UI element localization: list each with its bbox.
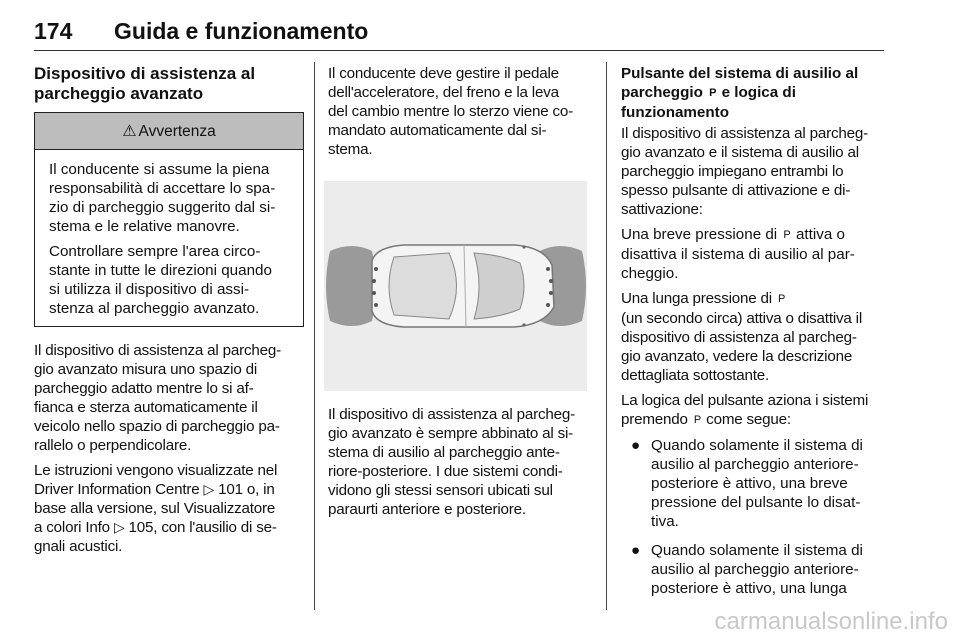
page-header <box>34 18 884 52</box>
header-rule <box>34 50 884 51</box>
body-paragraph-5: Il dispositivo di assistenza al parcheg- gio avanzato e il sistema di ausilio al parcheggio impiegano entrambi lo spesso pulsante di attivazione e di- sattivazione: <box>621 125 868 218</box>
park-assist-button-icon: P <box>709 87 716 99</box>
park-assist-button-icon: P <box>693 414 701 426</box>
park-assist-button-icon: P <box>777 293 785 305</box>
body-paragraph-6: Una breve pressione di P attiva o disattiva il sistema di ausilio al par- cheggio. <box>621 226 855 282</box>
section-heading-advanced-park-assist: Dispositivo di assistenza al parcheggio avanzato <box>34 64 256 103</box>
car-roof <box>389 253 457 319</box>
car-parking-sensor-illustration <box>324 181 587 391</box>
body-paragraph-7: Una lunga pressione di P (un secondo circa) attiva o disattiva il dispositivo di assistenza al parcheg- gio avanzato, vedere la descrizione dettagliata sottostante. <box>621 290 863 384</box>
warning-triangle-icon: ⚠ <box>122 122 137 140</box>
cross-reference-arrow-icon: ▷ <box>203 481 215 497</box>
park-assist-button-icon: P <box>783 229 790 241</box>
car-windshield <box>474 253 524 319</box>
column-divider-1 <box>314 62 315 610</box>
list-item: ● Quando solamente il sistema di ausilio al parcheggio anteriore- posteriore è attivo, una lunga <box>631 542 863 597</box>
bullet-dot-icon: ● <box>631 437 641 454</box>
chapter-title: Guida e funzionamento <box>114 18 369 44</box>
list-item: ● Quando solamente il sistema di ausilio al parcheggio anteriore- posteriore è attivo, una breve pressione del pulsante lo disat- tiva. <box>631 437 863 530</box>
body-paragraph-8: La logica del pulsante aziona i sistemi premendo P come segue: <box>621 392 869 428</box>
column-2 <box>328 64 596 525</box>
body-paragraph-1: Il dispositivo di assistenza al parcheg- gio avanzato misura uno spazio di parcheggio adatto mentre lo si af- fianca e sterza automaticamente il veicolo nello spazio di parcheggio pa- rallelo o perpendicolare. <box>34 342 281 454</box>
body-paragraph-4: Il dispositivo di assistenza al parcheg- gio avanzato è sempre abbinato al si- stema di ausilio al parcheggio ante- riore-posteriore. I due sistemi condi- vidono gli stessi sensori ubicati sul paraurti anteriore e posteriore. <box>328 406 575 518</box>
page-number: 174 <box>34 18 73 44</box>
warning-body <box>35 150 303 326</box>
warning-paragraph-1: Il conducente si assume la piena responsabilità di accettare lo spa- zio di parcheggio suggerito dal si- stema e le relative manovre. <box>49 161 276 235</box>
bullet-dot-icon: ● <box>631 542 641 559</box>
column-1 <box>34 64 304 562</box>
warning-paragraph-2: Controllare sempre l'area circo- stante in tutte le direzioni quando si utilizza il dispositivo di assi- stenza al parcheggio avanzato. <box>49 243 272 317</box>
warning-box <box>34 112 304 327</box>
cross-reference-arrow-icon: ▷ <box>113 519 125 535</box>
rear-sensor-zone <box>326 246 376 326</box>
column-divider-2 <box>606 62 607 610</box>
body-paragraph-3: Il conducente deve gestire il pedale dell'acceleratore, del freno e la leva del cambio mentre lo sterzo viene co- mandato automaticamente dal si- stema. <box>328 65 573 158</box>
watermark: carmanualsonline.info <box>714 608 948 635</box>
car-sensor-svg <box>324 181 587 391</box>
subsection-heading-parking-button: Pulsante del sistema di ausilio al parcheggio P e logica di funzionamento <box>621 65 859 121</box>
warning-title: Avvertenza <box>138 122 216 140</box>
warning-title-bar <box>35 113 303 150</box>
column-3 <box>621 64 889 608</box>
body-paragraph-2: Le istruzioni vengono visualizzate nel Driver Information Centre ▷ 101 o, in base alla versione, sul Visualizzatore a colori Info ▷ 105, con l'ausilio di se- gnali acustici. <box>34 462 278 555</box>
